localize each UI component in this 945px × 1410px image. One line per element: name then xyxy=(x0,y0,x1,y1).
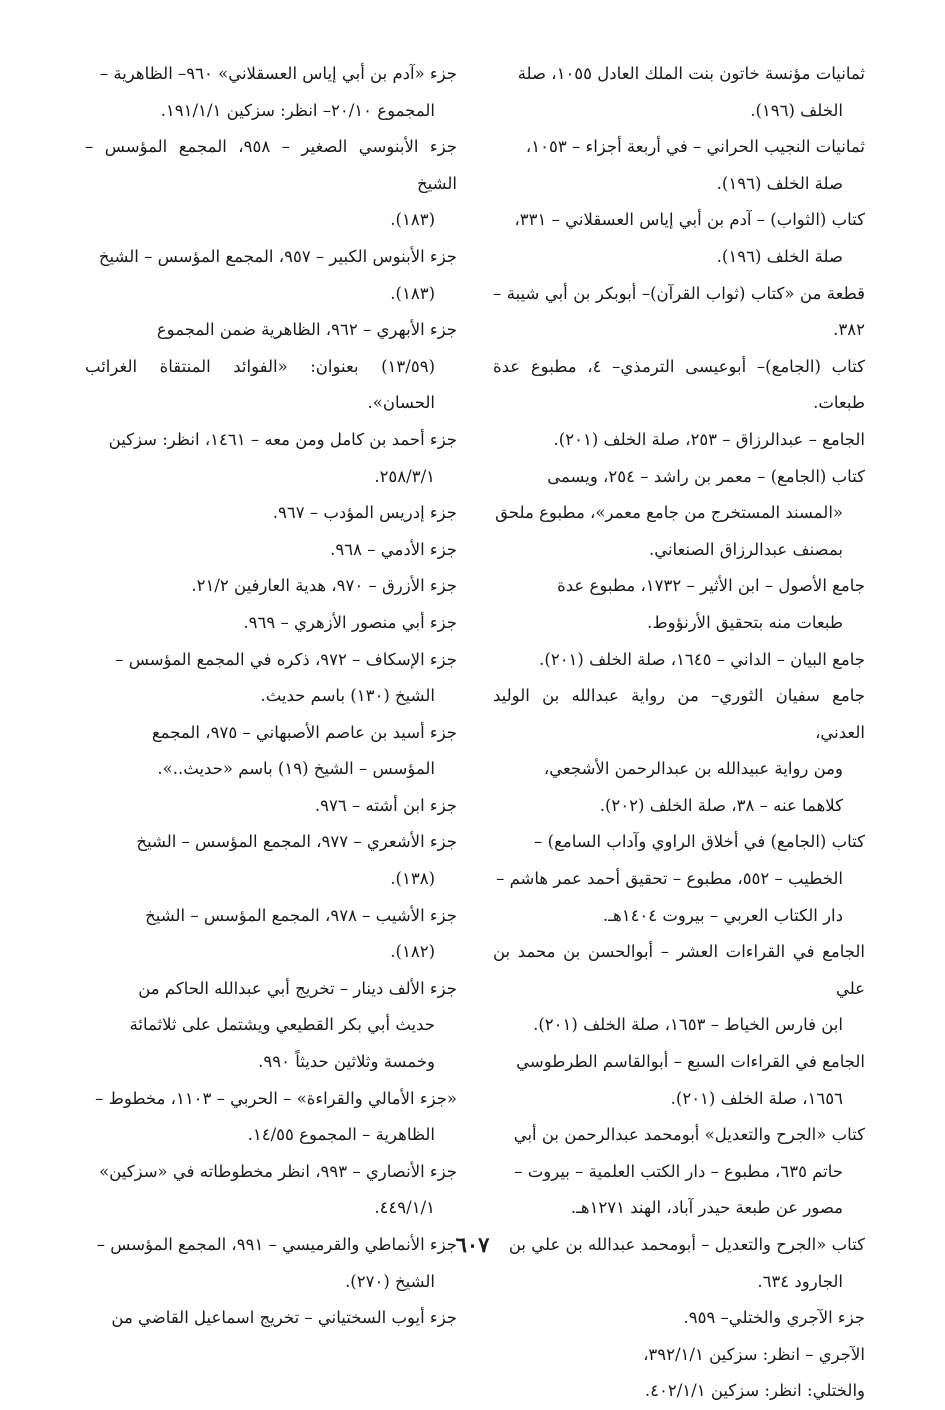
entry-line: جزء الأنماطي والقرميسي – ٩٩١، المجمع المؤسس – xyxy=(96,1235,457,1254)
index-entry xyxy=(85,715,457,788)
index-entry xyxy=(493,568,865,641)
entry-line: جزء الأبهري – ٩٦٢، الظاهرية ضمن المجموع xyxy=(156,320,457,340)
entry-continuation-line: (١٨٣). xyxy=(390,283,435,303)
entry-line: كتاب (الجامع) – معمر بن راشد – ٢٥٤، ويسمى xyxy=(547,466,865,486)
entry-line: الجامع – عبدالرزاق – ٢٥٣، صلة الخلف (٢٠١). xyxy=(553,429,865,449)
index-entry xyxy=(493,642,865,679)
index-entry xyxy=(85,824,457,897)
entry-continuation-line: صلة الخلف (١٩٦). xyxy=(716,246,843,266)
left-column xyxy=(85,56,457,1337)
entry-line: جزء «آدم بن أبي إياس العسقلاني» ٩٦٠– الظاهرية – xyxy=(99,64,457,83)
index-entry xyxy=(493,1373,865,1410)
index-entry xyxy=(85,422,457,495)
entry-line: جزء الأبنوس الكبير – ٩٥٧، المجمع المؤسس – الشيخ xyxy=(98,246,457,266)
index-entry xyxy=(493,349,865,422)
entry-line: جزء إدريس المؤدب – ٩٦٧. xyxy=(272,503,457,523)
entry-continuation-line: ومن رواية عبيدالله بن عبدالرحمن الأشجعي، xyxy=(543,759,843,779)
entry-continuation-line: حاتم ٦٣٥، مطبوع – دار الكتب العلمية – بيروت – xyxy=(514,1161,843,1181)
entry-line: الجامع في القراءات السبع – أبوالقاسم الطرطوسي xyxy=(516,1052,865,1072)
entry-continuation-line: ٢٥٨/٣/١. xyxy=(374,466,435,486)
entry-line: جزء أحمد بن كامل ومن معه – ١٤٦١، انظر: سزكين xyxy=(108,429,457,449)
entry-continuation-line: وخمسة وثلاثين حديثاً ٩٩٠. xyxy=(258,1052,435,1072)
index-entry xyxy=(493,1337,865,1374)
entry-continuation-line: (١٨٣). xyxy=(390,210,435,230)
entry-continuation-line: «المسند المستخرج من جامع معمر»، مطبوع ملحق xyxy=(495,503,843,523)
index-entry xyxy=(85,239,457,312)
index-entry xyxy=(493,1300,865,1337)
entry-continuation-line: حديث أبي بكر القطيعي ويشتمل على ثلاثمائة xyxy=(129,1015,435,1035)
entry-line: قطعة من «كتاب (ثواب القرآن)– أبوبكر بن أبي شيبة – ٣٨٢. xyxy=(493,283,865,340)
entry-continuation-line: ١٦٥٦، صلة الخلف (٢٠١). xyxy=(670,1088,843,1108)
entry-line: الجامع في القراءات العشر – أبوالحسن بن محمد بن علي xyxy=(493,942,865,998)
entry-line: جزء الآجري والختلي– ٩٥٩. xyxy=(683,1308,865,1328)
entry-line: ثمانيات النجيب الحراني – في أربعة أجزاء – ١٠٥٣، xyxy=(525,137,865,157)
entry-continuation-line: المجموع ٢٠/١٠– انظر: سزكين ١٩١/١/١. xyxy=(160,100,435,120)
entry-continuation-line: ٤٤٩/١/١. xyxy=(374,1198,435,1218)
index-entry xyxy=(85,971,457,1081)
entry-line: جزء الألف دينار – تخريج أبي عبدالله الحاكم من xyxy=(138,978,457,998)
entry-line: الآجري – انظر: سزكين ٣٩٢/١/١، xyxy=(643,1344,865,1364)
entry-line: جزء الأبنوسي الصغير – ٩٥٨، المجمع المؤسس – الشيخ xyxy=(85,137,457,193)
index-entry xyxy=(493,824,865,934)
index-entry xyxy=(85,605,457,642)
entry-continuation-line: (١٣٨). xyxy=(390,869,435,889)
entry-continuation-line: الخلف (١٩٦). xyxy=(750,100,843,120)
entry-line: جزء الأدمي – ٩٦٨. xyxy=(330,539,457,559)
index-entry xyxy=(85,1081,457,1154)
entry-line: «جزء الأمالي والقراءة» – الحربي – ١١٠٣، مخطوط – xyxy=(95,1088,457,1108)
entry-line: كتاب (الجامع)– أبوعيسى الترمذي– ٤، مطبوع عدة طبعات. xyxy=(493,356,865,413)
entry-line: جزء ابن أشته – ٩٧٦. xyxy=(314,795,457,815)
index-entry xyxy=(85,495,457,532)
right-column xyxy=(493,56,865,1410)
entry-line: والختلي: انظر: سزكين ٤٠٢/١/١. xyxy=(644,1381,865,1401)
entry-continuation-line: مصور عن طبعة حيدر آباد، الهند ١٢٧١هـ. xyxy=(570,1198,843,1218)
index-entry xyxy=(85,1154,457,1227)
index-entry xyxy=(85,532,457,569)
entry-continuation-line: المؤسس – الشيخ (١٩) باسم «حديث..». xyxy=(157,759,435,779)
index-entry xyxy=(85,898,457,971)
entry-continuation-line: الخطيب – ٥٥٢، مطبوع – تحقيق أحمد عمر هاشم – xyxy=(496,869,843,889)
entry-line: جامع البيان – الداني – ١٦٤٥، صلة الخلف (٢٠١). xyxy=(539,649,865,669)
entry-line: جامع سفيان الثوري– من رواية عبدالله بن الوليد العدني، xyxy=(493,686,865,742)
entry-line: جزء أبي منصور الأزهري – ٩٦٩. xyxy=(243,612,457,632)
index-entry xyxy=(493,202,865,275)
index-entry xyxy=(85,129,457,239)
entry-continuation-line: (١٣/٥٩) بعنوان: «الفوائد المنتقاة الغرائب الحسان». xyxy=(85,356,435,413)
index-entry xyxy=(493,276,865,349)
index-entry xyxy=(85,642,457,715)
entry-continuation-line: الظاهرية – المجموع ١٤/٥٥. xyxy=(247,1125,435,1145)
entry-continuation-line: (١٨٢). xyxy=(390,942,435,962)
index-entry xyxy=(493,1117,865,1227)
entry-line: جامع الأصول – ابن الأثير – ١٧٣٢، مطبوع عدة xyxy=(557,576,865,596)
page-number: ٦٠٧ xyxy=(455,1232,490,1257)
entry-line: جزء الأنصاري – ٩٩٣، انظر مخطوطاته في «سزكين» xyxy=(99,1161,457,1181)
entry-line: ثمانيات مؤنسة خاتون بنت الملك العادل ١٠٥٥، صلة xyxy=(517,64,865,83)
entry-continuation-line: طبعات منه بتحقيق الأرنؤوط. xyxy=(647,612,843,632)
entry-continuation-line: الجارود ٦٣٤. xyxy=(757,1271,843,1291)
entry-line: كتاب (الثواب) – آدم بن أبي إياس العسقلاني – ٣٣١، xyxy=(514,210,865,230)
index-entry xyxy=(85,568,457,605)
entry-continuation-line: الشيخ (١٣٠) باسم حديث. xyxy=(260,686,435,706)
index-entry xyxy=(493,459,865,569)
entry-line: جزء الأزرق – ٩٧٠، هدية العارفين ٢١/٢. xyxy=(191,576,457,596)
index-entry xyxy=(493,129,865,202)
entry-continuation-line: الشيخ (٢٧٠). xyxy=(345,1271,435,1291)
entry-line: جزء الإسكاف – ٩٧٢، ذكره في المجمع المؤسس – xyxy=(115,649,457,669)
entry-continuation-line: بمصنف عبدالرزاق الصنعاني. xyxy=(648,539,843,559)
index-entry xyxy=(493,934,865,1044)
index-entry xyxy=(85,312,457,422)
entry-continuation-line: دار الكتاب العربي – بيروت ١٤٠٤هـ. xyxy=(602,905,843,925)
entry-line: جزء الأشعري – ٩٧٧، المجمع المؤسس – الشيخ xyxy=(136,832,457,852)
index-entry xyxy=(85,56,457,129)
index-entry xyxy=(85,1300,457,1337)
entry-line: جزء أسيد بن عاصم الأصبهاني – ٩٧٥، المجمع xyxy=(151,722,457,742)
index-entry xyxy=(493,56,865,129)
entry-continuation-line: كلاهما عنه – ٣٨، صلة الخلف (٢٠٢). xyxy=(599,795,843,815)
entry-line: كتاب (الجامع) في أخلاق الراوي وآداب السامع) – xyxy=(534,832,865,852)
entry-line: كتاب «الجرح والتعديل – أبومحمد عبدالله بن علي بن xyxy=(508,1235,865,1254)
index-entry xyxy=(493,1044,865,1117)
entry-line: كتاب «الجرح والتعديل» أبومحمد عبدالرحمن بن أبي xyxy=(513,1125,865,1145)
entry-continuation-line: صلة الخلف (١٩٦). xyxy=(716,173,843,193)
index-entry xyxy=(493,678,865,824)
entry-line: جزء الأشيب – ٩٧٨، المجمع المؤسس – الشيخ xyxy=(145,905,457,925)
entry-continuation-line: ابن فارس الخياط – ١٦٥٣، صلة الخلف (٢٠١). xyxy=(533,1015,843,1035)
entry-line: جزء أيوب السختياني – تخريج اسماعيل القاضي من xyxy=(111,1308,457,1328)
index-entry xyxy=(85,788,457,825)
index-entry xyxy=(493,422,865,459)
